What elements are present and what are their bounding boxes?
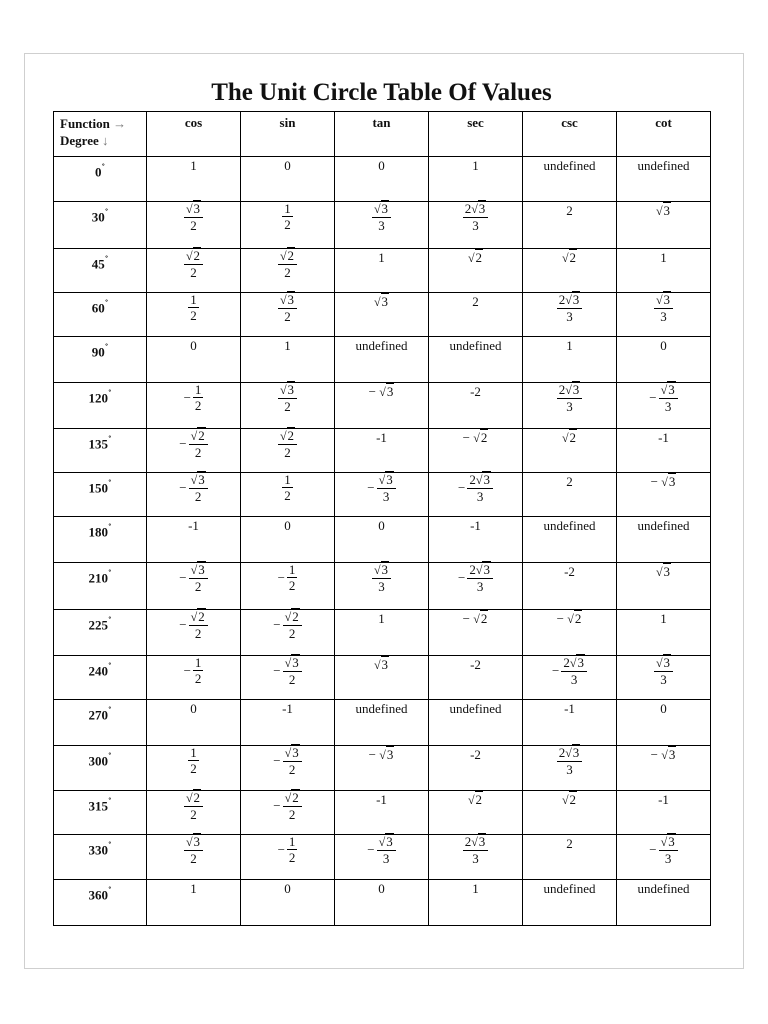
math-value: − $\frac{√3}{3}$ (367, 473, 395, 503)
math-value: √2 (561, 250, 577, 265)
value-cell-tan (335, 429, 429, 473)
math-value: -1 (470, 518, 481, 533)
math-value: − $\frac{1}{2}$ (277, 834, 296, 865)
table-row (54, 700, 711, 746)
math-value: √2 (561, 430, 577, 445)
math-value: 0 (284, 518, 291, 533)
table-row (54, 157, 711, 202)
value-cell-sec (429, 791, 523, 835)
value-cell-tan (335, 202, 429, 249)
degree-cell (54, 880, 147, 926)
math-value: √3 (373, 657, 389, 672)
degree-value: 135 (88, 436, 108, 452)
math-value: − √2 (556, 611, 582, 626)
degree-symbol: ˚ (107, 388, 112, 400)
math-value: 2 (566, 836, 573, 851)
value-cell-cot (617, 157, 711, 202)
math-value: − $\frac{√2}{2}$ (273, 791, 301, 821)
degree-symbol: ˚ (107, 705, 112, 717)
value-cell-sec (429, 249, 523, 293)
math-value: − $\frac{√3}{3}$ (649, 383, 677, 413)
math-value: − $\frac{√3}{2}$ (179, 563, 207, 593)
degree-cell (54, 293, 147, 337)
degree-cell (54, 746, 147, 791)
degree-cell (54, 791, 147, 835)
value-cell-sec (429, 337, 523, 383)
value-cell-sin (241, 383, 335, 429)
column-header-csc: csc (523, 112, 617, 157)
math-value: -1 (282, 701, 293, 716)
degree-cell (54, 202, 147, 249)
degree-symbol: ˚ (107, 751, 112, 763)
value-cell-csc (523, 563, 617, 610)
value-cell-sec (429, 202, 523, 249)
table-row (54, 656, 711, 700)
math-value: 0 (190, 338, 197, 353)
math-value: $\frac{√2}{2}$ (278, 249, 297, 279)
math-value: undefined (637, 518, 690, 533)
degree-symbol: ˚ (107, 434, 112, 446)
math-value: 0 (660, 338, 667, 353)
value-cell-cos (147, 157, 241, 202)
math-value: $\frac{1}{2}$ (190, 292, 197, 323)
degree-symbol: ˚ (107, 615, 112, 627)
degree-symbol: ˚ (107, 478, 112, 490)
degree-cell (54, 473, 147, 517)
value-cell-tan (335, 293, 429, 337)
value-cell-tan (335, 610, 429, 656)
math-value: 1 (190, 158, 197, 173)
value-cell-cot (617, 791, 711, 835)
value-cell-sec (429, 429, 523, 473)
degree-value: 45 (91, 256, 105, 272)
degree-cell (54, 835, 147, 880)
value-cell-tan (335, 563, 429, 610)
value-cell-cos (147, 249, 241, 293)
degree-value: 60 (91, 300, 105, 316)
value-cell-csc (523, 656, 617, 700)
arrow-right-icon: → (113, 116, 127, 131)
degree-value: 360 (88, 887, 108, 903)
value-cell-sec (429, 746, 523, 791)
math-value: undefined (543, 881, 596, 896)
value-cell-sin (241, 293, 335, 337)
value-cell-csc (523, 610, 617, 656)
math-value: 0 (190, 701, 197, 716)
value-cell-cot (617, 249, 711, 293)
math-value: $\frac{2√3}{3}$ (557, 746, 583, 776)
value-cell-sin (241, 517, 335, 563)
table-header-row (54, 112, 711, 157)
math-value: $\frac{√2}{2}$ (184, 249, 203, 279)
math-value: √2 (561, 792, 577, 807)
degree-value: 30 (91, 209, 105, 225)
value-cell-csc (523, 700, 617, 746)
value-cell-tan (335, 157, 429, 202)
math-value: − $\frac{2√3}{3}$ (458, 563, 493, 593)
math-value: 0 (378, 158, 385, 173)
value-cell-cot (617, 202, 711, 249)
math-value: undefined (449, 338, 502, 353)
value-cell-cos (147, 880, 241, 926)
value-cell-sin (241, 880, 335, 926)
math-value: -1 (376, 430, 387, 445)
value-cell-csc (523, 383, 617, 429)
value-cell-sin (241, 610, 335, 656)
degree-cell (54, 656, 147, 700)
table-row (54, 383, 711, 429)
value-cell-csc (523, 157, 617, 202)
degree-symbol: ˚ (104, 342, 109, 354)
math-value: $\frac{√3}{2}$ (278, 293, 297, 323)
math-value: 0 (284, 881, 291, 896)
value-cell-sin (241, 202, 335, 249)
math-value: − $\frac{√2}{2}$ (273, 610, 301, 640)
table-row (54, 746, 711, 791)
degree-cell (54, 517, 147, 563)
math-value: − √3 (368, 384, 394, 399)
value-cell-cot (617, 700, 711, 746)
math-value: $\frac{1}{2}$ (284, 201, 291, 232)
degree-value: 315 (88, 798, 108, 814)
value-cell-sin (241, 835, 335, 880)
value-cell-tan (335, 337, 429, 383)
degree-cell (54, 383, 147, 429)
degree-symbol: ˚ (107, 796, 112, 808)
value-cell-cos (147, 700, 241, 746)
degree-symbol: ˚ (107, 568, 112, 580)
math-value: √2 (467, 250, 483, 265)
math-value: − $\frac{2√3}{3}$ (458, 473, 493, 503)
math-value: -1 (658, 430, 669, 445)
degree-cell (54, 610, 147, 656)
degree-cell (54, 249, 147, 293)
degree-value: 150 (88, 480, 108, 496)
column-header-sec: sec (429, 112, 523, 157)
degree-symbol: ˚ (101, 162, 106, 174)
math-value: $\frac{1}{2}$ (190, 745, 197, 776)
value-cell-tan (335, 791, 429, 835)
math-value: √2 (467, 792, 483, 807)
math-value: -2 (470, 384, 481, 399)
value-cell-sin (241, 337, 335, 383)
arrow-down-icon: ↓ (101, 133, 109, 148)
math-value: 2 (566, 203, 573, 218)
math-value: $\frac{1}{2}$ (284, 472, 291, 503)
math-value: − $\frac{√3}{3}$ (649, 835, 677, 865)
math-value: 0 (378, 881, 385, 896)
value-cell-sec (429, 700, 523, 746)
math-value: − $\frac{√3}{3}$ (367, 835, 395, 865)
table-row (54, 791, 711, 835)
degree-value: 240 (88, 663, 108, 679)
value-cell-cot (617, 563, 711, 610)
math-value: $\frac{2√3}{3}$ (463, 835, 489, 865)
value-cell-sin (241, 791, 335, 835)
value-cell-cos (147, 746, 241, 791)
value-cell-sec (429, 157, 523, 202)
math-value: $\frac{√2}{2}$ (184, 791, 203, 821)
table-row (54, 473, 711, 517)
math-value: − $\frac{√3}{2}$ (179, 473, 207, 503)
math-value: $\frac{√3}{2}$ (184, 202, 203, 232)
value-cell-cot (617, 337, 711, 383)
degree-symbol: ˚ (107, 885, 112, 897)
degree-symbol: ˚ (107, 522, 112, 534)
value-cell-cos (147, 293, 241, 337)
value-cell-tan (335, 656, 429, 700)
math-value: 1 (660, 250, 667, 265)
math-value: $\frac{√3}{2}$ (184, 835, 203, 865)
math-value: -1 (564, 701, 575, 716)
value-cell-sec (429, 383, 523, 429)
degree-label: Degree (60, 133, 99, 148)
value-cell-cot (617, 517, 711, 563)
value-cell-sec (429, 563, 523, 610)
math-value: undefined (637, 158, 690, 173)
value-cell-cot (617, 656, 711, 700)
value-cell-sin (241, 746, 335, 791)
math-value: $\frac{2√3}{3}$ (557, 383, 583, 413)
value-cell-cot (617, 293, 711, 337)
value-cell-sec (429, 656, 523, 700)
value-cell-csc (523, 293, 617, 337)
math-value: − $\frac{1}{2}$ (183, 382, 202, 413)
math-value: undefined (543, 158, 596, 173)
math-value: 2 (472, 294, 479, 309)
math-value: -1 (658, 792, 669, 807)
math-value: 0 (284, 158, 291, 173)
value-cell-csc (523, 835, 617, 880)
value-cell-sin (241, 700, 335, 746)
value-cell-cos (147, 202, 241, 249)
value-cell-cot (617, 473, 711, 517)
value-cell-sec (429, 835, 523, 880)
table-row (54, 517, 711, 563)
value-cell-sin (241, 249, 335, 293)
value-cell-cos (147, 791, 241, 835)
table-row (54, 293, 711, 337)
function-label: Function (60, 116, 110, 131)
value-cell-csc (523, 746, 617, 791)
value-cell-sec (429, 880, 523, 926)
math-value: $\frac{√3}{3}$ (654, 656, 673, 686)
math-value: undefined (355, 701, 408, 716)
value-cell-cot (617, 383, 711, 429)
value-cell-tan (335, 383, 429, 429)
math-value: − $\frac{√3}{2}$ (273, 746, 301, 776)
value-cell-cot (617, 429, 711, 473)
value-cell-cos (147, 383, 241, 429)
math-value: − $\frac{√2}{2}$ (179, 610, 207, 640)
value-cell-csc (523, 517, 617, 563)
value-cell-cot (617, 880, 711, 926)
degree-cell (54, 563, 147, 610)
value-cell-cos (147, 563, 241, 610)
degree-value: 270 (88, 707, 108, 723)
value-cell-cot (617, 835, 711, 880)
degree-symbol: ˚ (104, 298, 109, 310)
math-value: 1 (284, 338, 291, 353)
degree-symbol: ˚ (107, 840, 112, 852)
header-corner-cell (54, 112, 147, 157)
math-value: 1 (472, 158, 479, 173)
math-value: − √3 (650, 474, 676, 489)
degree-cell (54, 337, 147, 383)
math-value: 1 (472, 881, 479, 896)
value-cell-sin (241, 473, 335, 517)
degree-value: 180 (88, 524, 108, 540)
value-cell-sin (241, 656, 335, 700)
table-row (54, 337, 711, 383)
value-cell-cot (617, 746, 711, 791)
math-value: 1 (378, 611, 385, 626)
degree-symbol: ˚ (107, 661, 112, 673)
column-header-tan: tan (335, 112, 429, 157)
degree-cell (54, 429, 147, 473)
value-cell-csc (523, 880, 617, 926)
math-value: undefined (449, 701, 502, 716)
degree-symbol: ˚ (104, 254, 109, 266)
table-row (54, 563, 711, 610)
value-cell-csc (523, 202, 617, 249)
value-cell-cos (147, 429, 241, 473)
table-row (54, 249, 711, 293)
math-value: − √3 (650, 747, 676, 762)
math-value: − √3 (368, 747, 394, 762)
value-cell-sin (241, 563, 335, 610)
math-value: $\frac{√3}{3}$ (372, 563, 391, 593)
column-header-sin: sin (241, 112, 335, 157)
value-cell-tan (335, 880, 429, 926)
value-cell-tan (335, 473, 429, 517)
value-cell-cot (617, 610, 711, 656)
math-value: − √2 (462, 611, 488, 626)
math-value: undefined (543, 518, 596, 533)
math-value: 0 (378, 518, 385, 533)
value-cell-sin (241, 157, 335, 202)
math-value: -1 (376, 792, 387, 807)
math-value: 1 (378, 250, 385, 265)
value-cell-csc (523, 429, 617, 473)
degree-value: 225 (88, 617, 108, 633)
math-value: $\frac{√3}{2}$ (278, 383, 297, 413)
math-value: undefined (637, 881, 690, 896)
math-value: − √2 (462, 430, 488, 445)
value-cell-tan (335, 249, 429, 293)
value-cell-sec (429, 473, 523, 517)
value-cell-sec (429, 293, 523, 337)
value-cell-cos (147, 835, 241, 880)
degree-cell (54, 700, 147, 746)
math-value: -1 (188, 518, 199, 533)
math-value: 0 (660, 701, 667, 716)
math-value: -2 (470, 657, 481, 672)
value-cell-cos (147, 610, 241, 656)
column-header-cot: cot (617, 112, 711, 157)
math-value: − $\frac{√3}{2}$ (273, 656, 301, 686)
value-cell-tan (335, 835, 429, 880)
table-row (54, 610, 711, 656)
value-cell-cos (147, 517, 241, 563)
math-value: − $\frac{1}{2}$ (183, 655, 202, 686)
math-value: $\frac{2√3}{3}$ (463, 202, 489, 232)
value-cell-sec (429, 610, 523, 656)
degree-cell (54, 157, 147, 202)
value-cell-cos (147, 656, 241, 700)
unit-circle-table (53, 111, 711, 926)
math-value: -2 (564, 564, 575, 579)
degree-value: 120 (88, 390, 108, 406)
math-value: $\frac{√3}{3}$ (372, 202, 391, 232)
value-cell-sec (429, 517, 523, 563)
degree-value: 330 (88, 842, 108, 858)
math-value: 1 (566, 338, 573, 353)
math-value: 2 (566, 474, 573, 489)
table-row (54, 835, 711, 880)
degree-symbol: ˚ (104, 207, 109, 219)
math-value: -2 (470, 747, 481, 762)
table-row (54, 429, 711, 473)
math-value: √3 (655, 203, 671, 218)
math-value: $\frac{2√3}{3}$ (557, 293, 583, 323)
math-value: √3 (655, 564, 671, 579)
value-cell-csc (523, 249, 617, 293)
table-row (54, 202, 711, 249)
degree-value: 210 (88, 570, 108, 586)
degree-value: 0 (94, 164, 102, 180)
value-cell-tan (335, 700, 429, 746)
math-value: 1 (190, 881, 197, 896)
value-cell-csc (523, 473, 617, 517)
degree-value: 300 (88, 753, 108, 769)
math-value: $\frac{√2}{2}$ (278, 429, 297, 459)
value-cell-csc (523, 791, 617, 835)
value-cell-csc (523, 337, 617, 383)
math-value: − $\frac{√2}{2}$ (179, 429, 207, 459)
math-value: 1 (660, 611, 667, 626)
value-cell-tan (335, 746, 429, 791)
math-value: undefined (355, 338, 408, 353)
math-value: − $\frac{2√3}{3}$ (552, 656, 587, 686)
page-title: The Unit Circle Table Of Values (211, 79, 552, 106)
math-value: − $\frac{1}{2}$ (277, 562, 296, 593)
table-row (54, 880, 711, 926)
value-cell-tan (335, 517, 429, 563)
value-cell-cos (147, 473, 241, 517)
value-cell-sin (241, 429, 335, 473)
value-cell-cos (147, 337, 241, 383)
math-value: $\frac{√3}{3}$ (654, 293, 673, 323)
math-value: √3 (373, 294, 389, 309)
column-header-cos: cos (147, 112, 241, 157)
degree-value: 90 (91, 344, 105, 360)
